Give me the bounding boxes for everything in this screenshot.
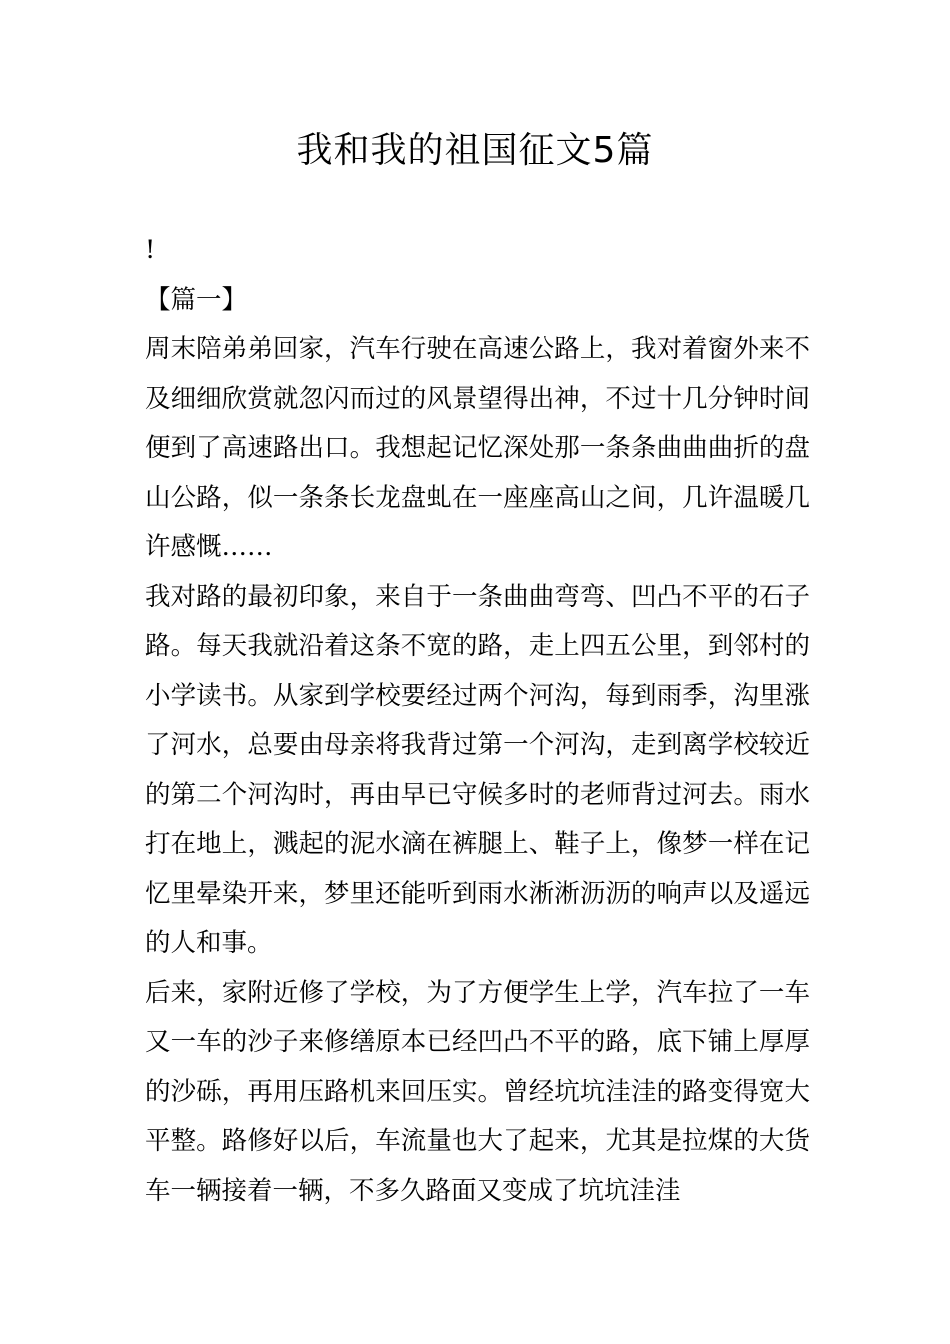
document-title: 我和我的祖国征文5篇: [296, 130, 654, 171]
section-heading: 【篇一】: [145, 284, 248, 315]
paragraph-1: 周末陪弟弟回家，汽车行驶在高速公路上，我对着窗外来不及细细欣赏就忽闪而过的风景望得出神，不过十几分钟时间便到了高速路出口。我想起记忆深处那一条条曲曲曲折的盘山公路，似一条条长龙盘虬在一座座高山之间，几许温暖几许感慨……: [145, 334, 810, 562]
document-body: [145, 226, 810, 1216]
exclamation-line: !: [145, 235, 156, 265]
paragraph-2: 我对路的最初印象，来自于一条曲曲弯弯、凹凸不平的石子路。每天我就沿着这条不宽的路，走上四五公里，到邻村的小学读书。从家到学校要经过两个河沟，每到雨季，沟里涨了河水，总要由母亲将我背过第一个河沟，走到离学校较近的第二个河沟时，再由早已守候多时的老师背过河去。雨水打在地上，溅起的泥水滴在裤腿上、鞋子上，像梦一样在记忆里晕染开来，梦里还能听到雨水淅淅沥沥的响声以及遥远的人和事。: [145, 581, 810, 958]
paragraph-3: 后来，家附近修了学校，为了方便学生上学，汽车拉了一车又一车的沙子来修缮原本已经凹凸不平的路，底下铺上厚厚的沙砾，再用压路机来回压实。曾经坑坑洼洼的路变得宽大平整。路修好以后，车流量也大了起来，尤其是拉煤的大货车一辆接着一辆，不多久路面又变成了坑坑洼洼: [145, 977, 810, 1206]
